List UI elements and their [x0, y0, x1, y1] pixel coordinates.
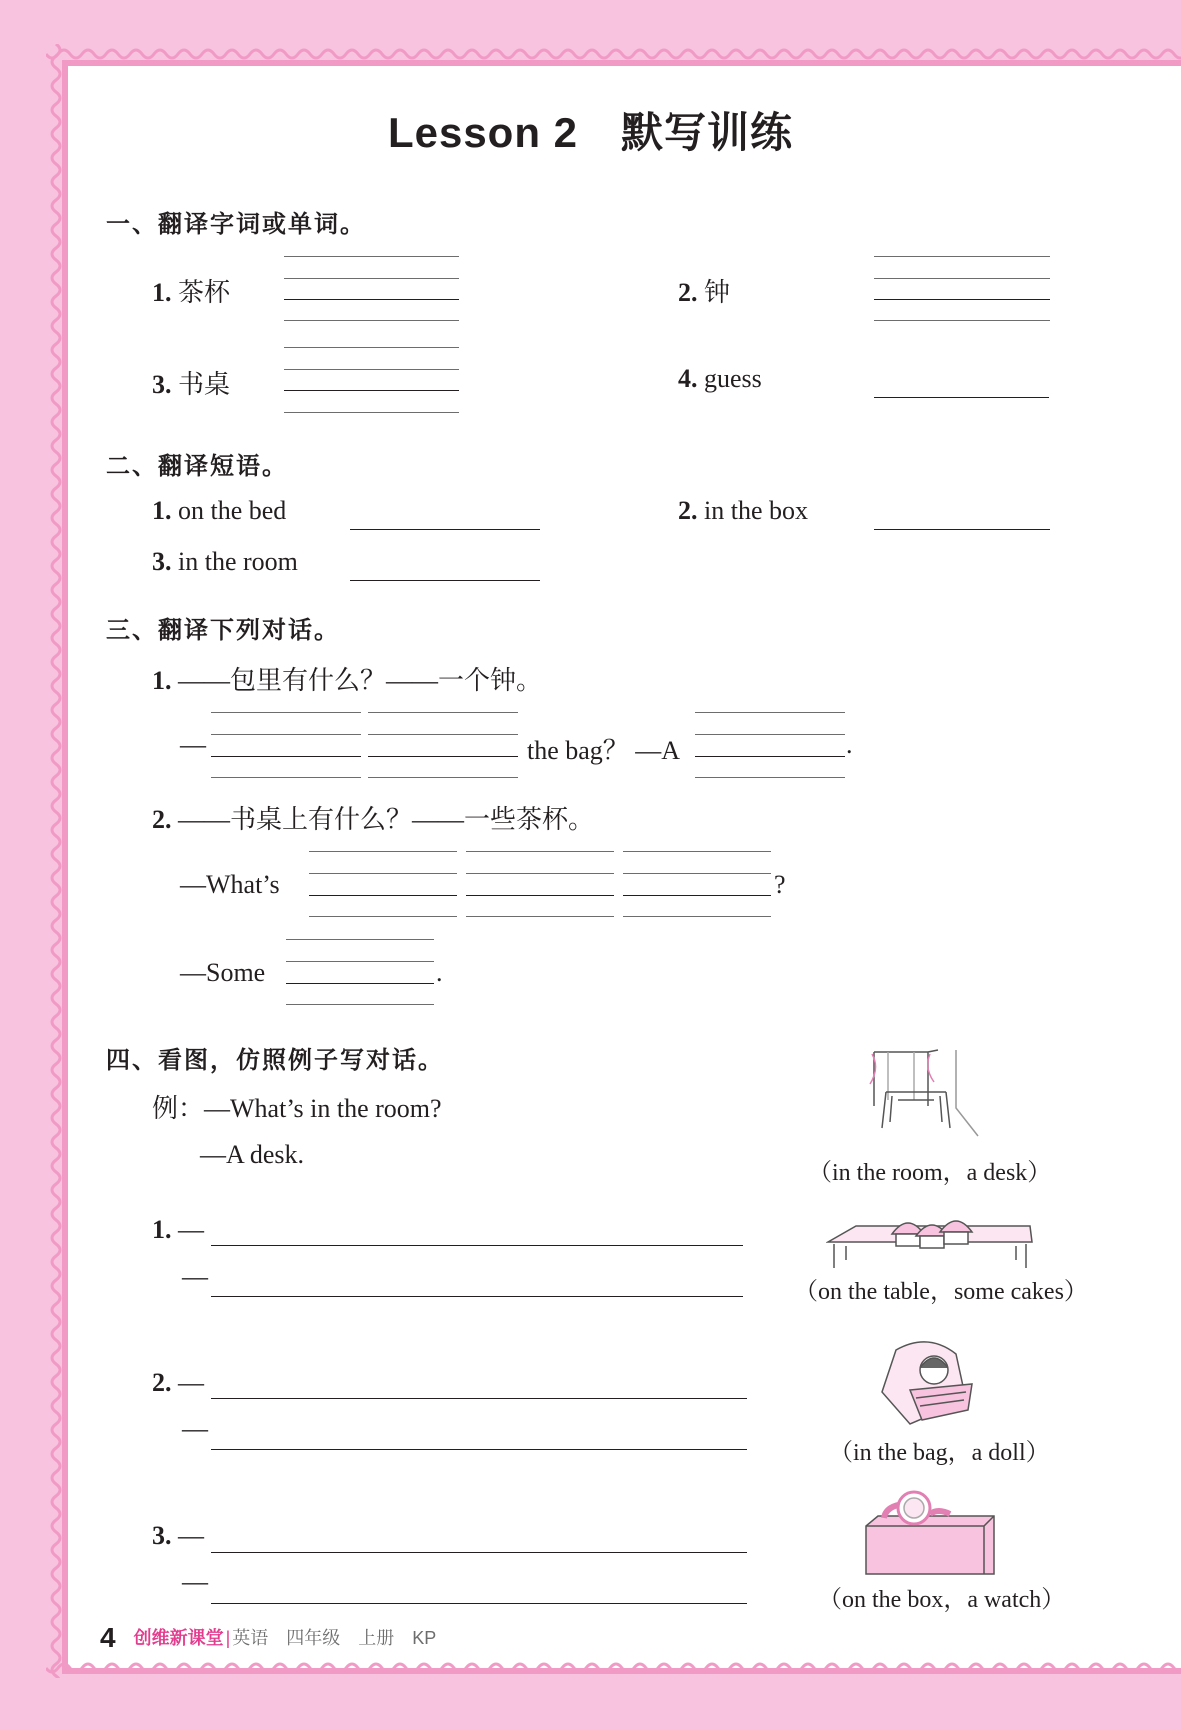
s1-item-1-guide-bottom [284, 320, 459, 321]
s3-q1-end: . [846, 730, 853, 759]
footer-brand: 创维新课堂 [133, 1628, 224, 1648]
caption-2: （on the table，some cakes） [794, 1279, 1088, 1305]
s2-item-3: 3. in the room [152, 547, 298, 576]
s2-item-3-answer-line[interactable] [350, 580, 540, 581]
s1-item-3-guide-bottom [284, 412, 459, 413]
page-title: Lesson 2 默写训练 [387, 109, 794, 156]
s1-item-3: 3. 书桌 [152, 370, 231, 399]
bag-doll-picture [876, 1340, 982, 1426]
s3-q1-blank1-line[interactable] [211, 756, 361, 757]
s4-item-1-answer-line[interactable] [211, 1296, 743, 1297]
s3-q1-mid-text: the bag？ —A [527, 736, 681, 765]
section4-heading: 四、看图，仿照例子写对话。 [106, 1046, 444, 1074]
s3-q1-blank2-line[interactable] [368, 756, 518, 757]
s1-item-4-answer-line[interactable] [874, 397, 1049, 398]
s4-item-2: 2. — [152, 1368, 204, 1397]
s3-q2-blank4-line[interactable] [286, 983, 434, 984]
s3-q2-blank4-guide [286, 939, 434, 940]
s3-q1-blank3-line[interactable] [695, 756, 845, 757]
s3-q2-blank4-guide [286, 961, 434, 962]
s3-q2-blank3-guide [623, 851, 771, 852]
s4-item-2-answer-line[interactable] [211, 1449, 747, 1450]
s3-q2-blank1-guide [309, 916, 457, 917]
s3-q1-blank2-guide [368, 734, 518, 735]
s2-item-2: 2. in the box [678, 496, 808, 525]
s3-q1-blank3-guide [695, 712, 845, 713]
s1-item-3-guide-top [284, 347, 459, 348]
s3-q1-blank2-guide [368, 777, 518, 778]
s4-item-3-answer-line[interactable] [211, 1603, 747, 1604]
s3-q1-blank1-guide [211, 734, 361, 735]
s3-q1-blank3-guide [695, 734, 845, 735]
s1-item-1-guide-mid [284, 278, 459, 279]
s2-item-1: 1. on the bed [152, 496, 287, 525]
example-answer: —A desk. [200, 1140, 304, 1169]
s3-q2-start2: —Some [180, 958, 266, 987]
s4-item-3-dash2: — [182, 1567, 208, 1596]
s3-q1-blank1-guide [211, 777, 361, 778]
table-cakes-picture [826, 1212, 1036, 1274]
section2-heading: 二、翻译短语。 [106, 452, 288, 480]
s3-q2-blank4-guide [286, 1004, 434, 1005]
caption-3: （in the bag，a doll） [829, 1440, 1050, 1466]
box-watch-picture [864, 1490, 996, 1576]
s3-q2-blank2-guide [466, 873, 614, 874]
room-desk-picture [868, 1048, 988, 1140]
footer-separator: | [225, 1628, 231, 1648]
s1-item-3-answer-line[interactable] [284, 390, 459, 391]
s3-q1-dash: — [180, 730, 206, 759]
s3-q2-blank3-guide [623, 873, 771, 874]
s2-item-2-answer-line[interactable] [874, 529, 1050, 530]
s1-item-4: 4. guess [678, 364, 762, 393]
s1-item-1-guide-top [284, 256, 459, 257]
s1-item-2-guide-top [874, 256, 1050, 257]
s3-q2-blank2-line[interactable] [466, 895, 614, 896]
s4-item-2-dash2: — [182, 1414, 208, 1443]
example-question: 例：—What’s in the room? [152, 1094, 442, 1123]
caption-1: （in the room，a desk） [808, 1160, 1052, 1186]
section1-heading: 一、翻译字词或单词。 [106, 210, 366, 238]
s3-q1-blank1-guide [211, 712, 361, 713]
page-footer [100, 1622, 436, 1654]
s3-q1-prompt: 1. ——包里有什么？——一个钟。 [152, 666, 543, 695]
s3-q2-blank2-guide [466, 851, 614, 852]
s1-item-2-guide-mid [874, 278, 1050, 279]
s3-q2-blank3-line[interactable] [623, 895, 771, 896]
s3-q2-blank1-guide [309, 873, 457, 874]
s3-q2-start: —What’s [180, 870, 280, 899]
s1-item-1: 1. 茶杯 [152, 278, 231, 307]
s1-item-2-guide-bottom [874, 320, 1050, 321]
s4-item-2-question-line[interactable] [211, 1398, 747, 1399]
s3-q2-end: ? [774, 870, 786, 899]
s1-item-2-answer-line[interactable] [874, 299, 1050, 300]
s3-q1-blank3-guide [695, 777, 845, 778]
s4-item-3-question-line[interactable] [211, 1552, 747, 1553]
s3-q2-blank2-guide [466, 916, 614, 917]
section3-heading: 三、翻译下列对话。 [106, 616, 340, 644]
s3-q2-blank1-guide [309, 851, 457, 852]
s3-q2-prompt: 2. ——书桌上有什么？——一些茶杯。 [152, 805, 595, 834]
s1-item-3-guide-mid [284, 369, 459, 370]
s1-item-1-answer-line[interactable] [284, 299, 459, 300]
s4-item-1-dash2: — [182, 1262, 208, 1291]
s3-q1-blank2-guide [368, 712, 518, 713]
s4-item-3: 3. — [152, 1521, 204, 1550]
s2-item-1-answer-line[interactable] [350, 529, 540, 530]
s3-q2-blank3-guide [623, 916, 771, 917]
s1-item-2: 2. 钟 [678, 278, 731, 307]
page-number: 4 [100, 1622, 116, 1653]
caption-4: （on the box，a watch） [818, 1587, 1066, 1613]
footer-info: 英语 四年级 上册 KP [232, 1628, 437, 1648]
s3-q2-blank1-line[interactable] [309, 895, 457, 896]
s3-q2-end2: . [436, 958, 443, 987]
s4-item-1-question-line[interactable] [211, 1245, 743, 1246]
s4-item-1: 1. — [152, 1215, 204, 1244]
